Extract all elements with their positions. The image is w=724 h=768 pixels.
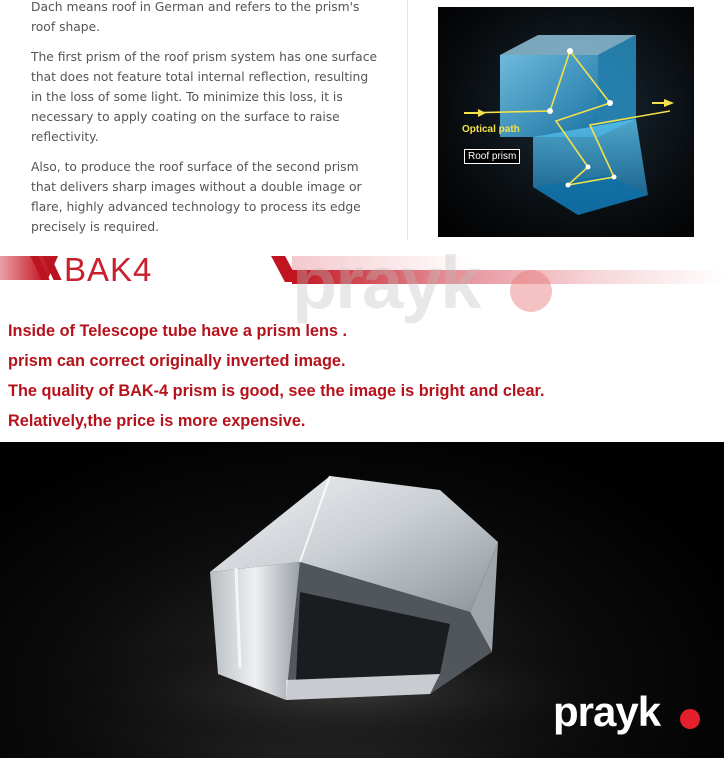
description-paragraph-1: Dach means roof in German and refers to the prism's roof shape. — [31, 0, 360, 34]
optical-path-label: Optical path — [462, 124, 520, 135]
section-divider — [407, 0, 408, 240]
reflection-point — [586, 165, 591, 170]
description-paragraph-3: Also, to produce the roof surface of the second prism that delivers sharp images without a double image or flare, highly advanced technology to process its edge precisely is required. — [31, 160, 362, 234]
prism-diagram-graphic — [438, 7, 694, 237]
watermark: prayk — [292, 241, 480, 324]
description-paragraph-2: The first prism of the roof prism system has one surface that does not feature total internal reflection, resulting in the loss of some light. To minimize this loss, it is necessary to apply coating on the surface to raise reflectivity. — [31, 50, 378, 144]
roof-prism-label: Roof prism — [464, 149, 520, 164]
brand-logo-text: prayk — [553, 688, 661, 735]
statement-line: prism can correct originally inverted image. — [8, 352, 346, 370]
reflection-point — [547, 108, 553, 114]
reflection-point — [612, 175, 617, 180]
reflection-point — [567, 48, 573, 54]
statement-line: Relatively,the price is more expensive. — [8, 412, 306, 430]
statement-line: Inside of Telescope tube have a prism lens . — [8, 322, 347, 340]
reflection-point — [566, 183, 571, 188]
watermark-dot-icon — [510, 270, 552, 312]
description-text — [31, 0, 381, 247]
feature-statements — [8, 316, 708, 436]
statement-line: The quality of BAK-4 prism is good, see the image is bright and clear. — [8, 382, 545, 400]
description-section — [0, 0, 724, 244]
reflection-point — [607, 100, 613, 106]
brand-logo-dot-icon — [680, 709, 700, 729]
banner-title: BAK4 — [64, 251, 153, 288]
bottom-margin — [0, 758, 724, 768]
roof-prism-diagram — [438, 7, 694, 237]
